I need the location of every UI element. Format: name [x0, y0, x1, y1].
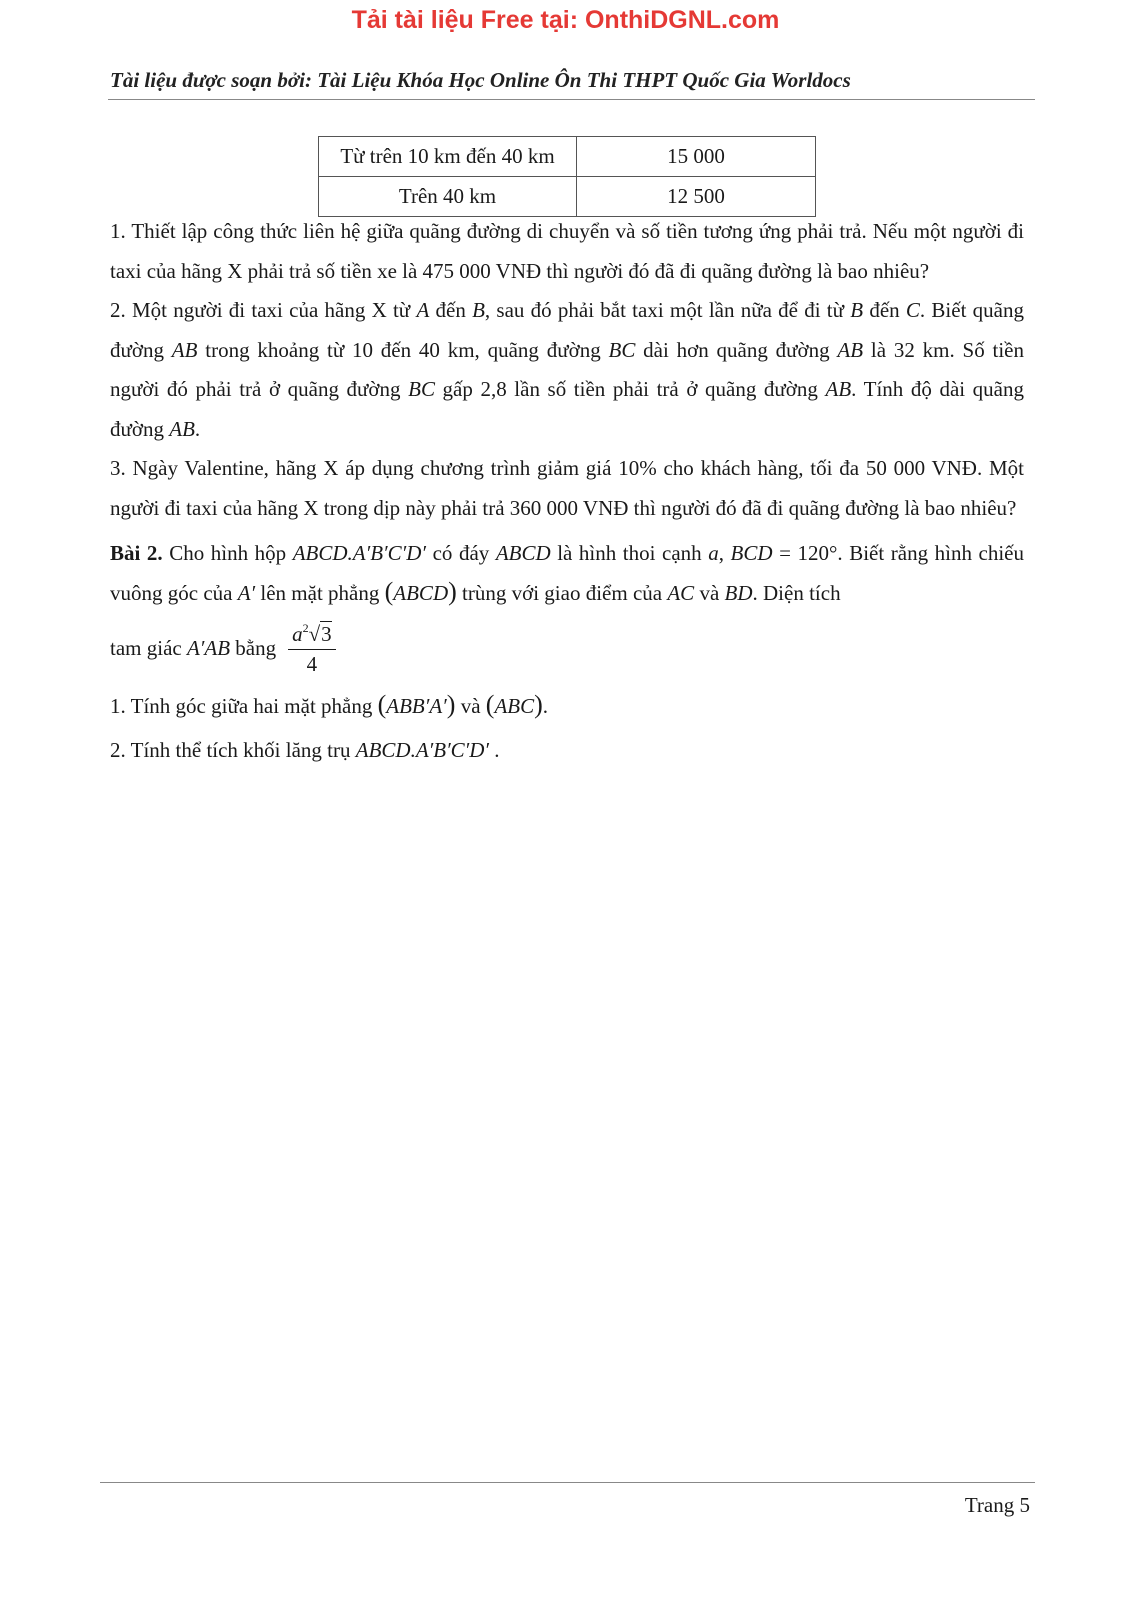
- math-var: BC: [408, 377, 435, 401]
- text-segment: = 120°. Biết rằng hình chiếu vuông góc của: [110, 541, 1024, 605]
- math-var: A: [416, 298, 430, 322]
- math-var: ABCD: [495, 541, 551, 565]
- math-var: a: [292, 622, 303, 647]
- problem2-statement: [110, 534, 1024, 613]
- math-var: ABCD.A′B′C′D′: [292, 541, 427, 565]
- text-segment: là hình thoi cạnh: [550, 541, 709, 565]
- math-var: ABCD: [393, 580, 449, 605]
- paren: ): [534, 690, 543, 719]
- math-var: A′: [237, 580, 256, 605]
- text-segment: .: [194, 416, 201, 441]
- header-divider: [108, 99, 1035, 100]
- table-cell-distance: Trên 40 km: [319, 177, 577, 217]
- math-var: ABC: [494, 694, 535, 718]
- table-cell-price: 12 500: [577, 177, 816, 217]
- text-segment: ,: [718, 541, 731, 565]
- document-body: [110, 212, 1024, 770]
- footer-divider: [100, 1482, 1035, 1483]
- text-segment: đến: [863, 298, 906, 322]
- text-segment: có đáy: [426, 541, 496, 565]
- math-var: a: [708, 541, 719, 565]
- problem1-question1: 1. Thiết lập công thức liên hệ giữa quãng đường di chuyển và số tiền tương ứng phải trả. Nếu một người đi taxi của hãng X phải trả số tiền xe là 475 000 VNĐ thì người đó đã đi quãng đường là bao nhiêu?: [110, 219, 1024, 283]
- math-var: AB: [837, 337, 864, 362]
- text-segment: trong khoảng từ 10 đến 40 km, quãng đường: [197, 337, 609, 362]
- text-segment: và: [455, 694, 486, 718]
- table-row: [319, 177, 816, 217]
- math-var: BCD: [730, 541, 773, 565]
- text-segment: 2. Một người đi taxi của hãng X từ: [110, 298, 417, 322]
- text-segment: lên mặt phẳng: [255, 580, 385, 605]
- math-var: B: [850, 298, 864, 322]
- math-var: BC: [608, 337, 636, 362]
- problem1-question3: 3. Ngày Valentine, hãng X áp dụng chương trình giảm giá 10% cho khách hàng, tối đa 50 000 VNĐ. Một người đi taxi của hãng X trong dịp này phải trả 360 000 VNĐ thì người đó đã đi quãng đường là bao nhiêu?: [110, 456, 1024, 520]
- paren: (: [377, 690, 387, 719]
- fraction-denominator: 4: [306, 651, 318, 676]
- text-segment: đến: [429, 298, 473, 322]
- text-segment: và: [694, 580, 725, 605]
- text-segment: . Diện tích: [752, 580, 841, 605]
- problem2-question1: [110, 687, 1024, 727]
- exponent: 2: [302, 621, 309, 636]
- page-number: Trang 5: [964, 1493, 1030, 1517]
- math-var: AB: [171, 337, 198, 362]
- math-var: B: [472, 298, 485, 322]
- sqrt-radicand: 3: [321, 622, 332, 647]
- paren: ): [446, 690, 456, 719]
- document-header: Tài liệu được soạn bởi: Tài Liệu Khóa Học Online Ôn Thi THPT Quốc Gia Worldocs: [110, 68, 851, 92]
- math-var: ABB′A′: [386, 694, 447, 718]
- text-segment: 1. Tính góc giữa hai mặt phẳng: [110, 694, 378, 718]
- text-segment: . Tính độ dài quãng đường: [110, 377, 1024, 441]
- text-segment: trùng với giao điểm của: [456, 580, 668, 605]
- text-segment: 2. Tính thể tích khối lăng trụ: [110, 737, 356, 762]
- text-segment: bằng: [235, 636, 277, 661]
- math-var: C: [905, 298, 920, 322]
- problem1-question2: [110, 291, 1024, 449]
- download-banner[interactable]: Tải tài liệu Free tại: OnthiDGNL.com: [351, 6, 780, 34]
- paren: (: [485, 690, 495, 719]
- text-segment: Cho hình hộp: [162, 541, 293, 565]
- sqrt-sign: √: [308, 622, 321, 647]
- math-var: A′AB: [186, 636, 231, 661]
- problem2-question2: [110, 731, 1024, 771]
- math-var: AC: [667, 580, 695, 605]
- paren: (: [384, 576, 394, 606]
- text-segment: .: [489, 737, 500, 762]
- text-segment: tam giác: [110, 636, 182, 661]
- paren: ): [448, 576, 457, 606]
- math-var: AB: [169, 416, 195, 441]
- table-row: [319, 137, 816, 177]
- text-segment: là 32 km. Số tiền người đó phải trả ở quãng đường: [110, 337, 1024, 401]
- table-cell-price: 15 000: [577, 137, 816, 177]
- table-cell-distance: Từ trên 10 km đến 40 km: [319, 137, 577, 177]
- text-segment: . Biết quãng đường: [110, 298, 1024, 362]
- fraction: [288, 621, 336, 676]
- text-segment: dài hơn quãng đường: [635, 337, 838, 362]
- fare-table: [318, 136, 816, 217]
- text-segment: .: [542, 694, 549, 718]
- math-var: AB: [825, 377, 852, 401]
- text-segment: , sau đó phải bắt taxi một lần nữa để đi từ: [484, 298, 851, 322]
- math-var: BD: [724, 580, 753, 605]
- area-line: [110, 615, 1024, 683]
- math-var: ABCD.A′B′C′D′: [355, 737, 490, 762]
- fraction-numerator: [288, 621, 336, 649]
- problem-label: Bài 2.: [110, 541, 163, 565]
- text-segment: gấp 2,8 lần số tiền phải trả ở quãng đường: [434, 377, 826, 401]
